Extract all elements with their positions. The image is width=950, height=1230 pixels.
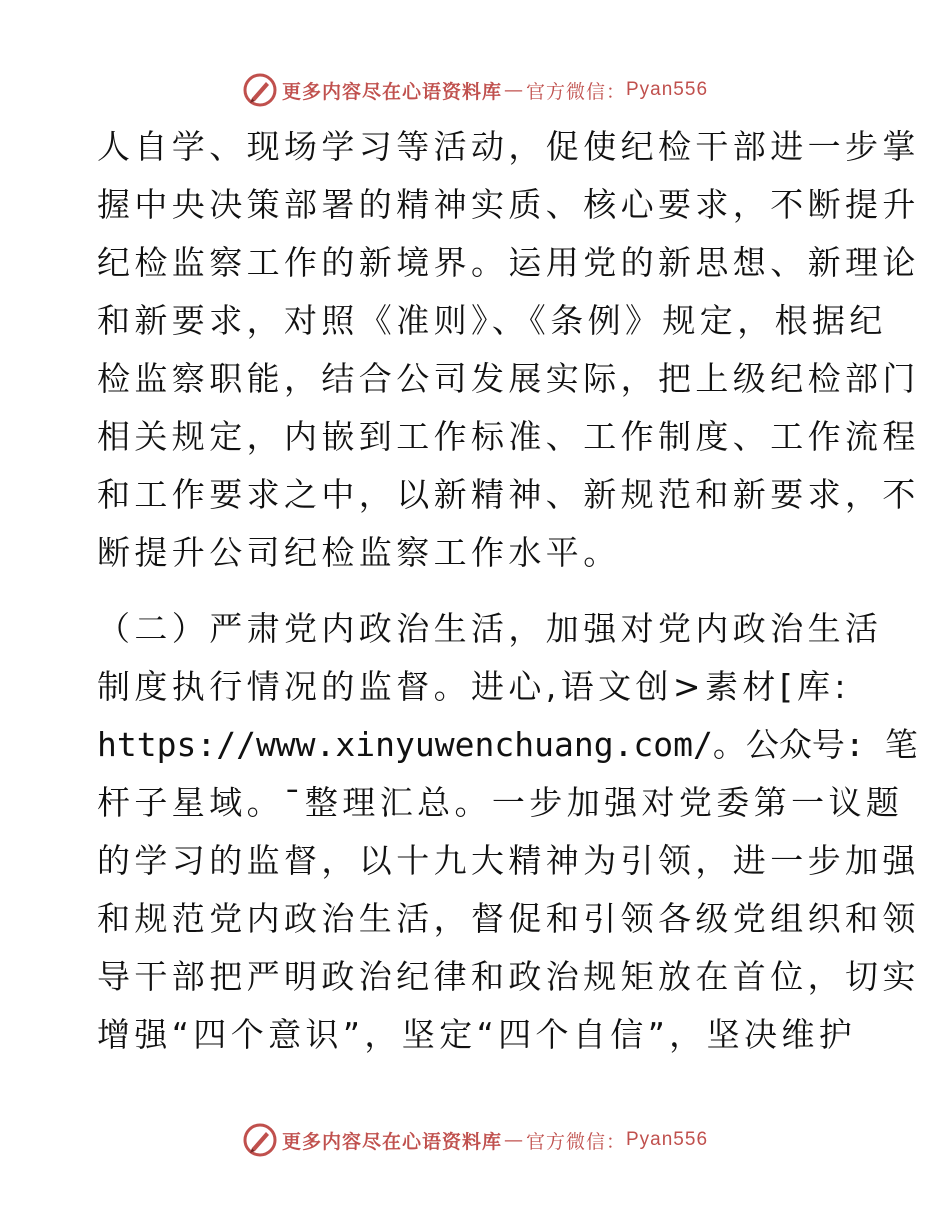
text-line: 和新要求，对照《准则》、《条例》规定，根据纪 xyxy=(97,301,887,340)
text-line: 制度执行情况的监督。进心,语文创>素材[库: xyxy=(97,667,850,706)
text-line: 检监察职能，结合公司发展实际，把上级纪检部门 xyxy=(97,359,920,398)
document-body xyxy=(97,118,920,1064)
text-line: 相关规定，内嵌到工作标准、工作制度、工作流程 xyxy=(97,417,920,456)
header-banner xyxy=(0,70,950,110)
text-line: 人自学、现场学习等活动，促使纪检干部进一步掌 xyxy=(97,127,920,166)
banner-official-label: 官方微信： xyxy=(525,1130,626,1153)
banner-wechat-id: Pyan556 xyxy=(626,1129,709,1150)
banner-dash: — xyxy=(503,1129,524,1151)
text-line: 增强“四个意识”，坚定“四个自信”，坚决维护 xyxy=(97,1015,857,1054)
pen-logo-icon xyxy=(242,1122,278,1158)
text-line: 导干部把严明政治纪律和政治规矩放在首位，切实 xyxy=(97,957,920,996)
footer-banner xyxy=(0,1120,950,1160)
text-line: 杆子星域。¯整理汇总。一步加强对党委第一议题 xyxy=(97,783,904,822)
text-line: 断提升公司纪检监察工作水平。 xyxy=(97,533,621,572)
paragraph-2 xyxy=(97,600,920,1064)
text-line: 握中央决策部署的精神实质、核心要求，不断提升 xyxy=(97,185,920,224)
banner-dash: — xyxy=(503,79,524,101)
banner-official-label: 官方微信： xyxy=(525,80,626,103)
text-line: 纪检监察工作的新境界。运用党的新思想、新理论 xyxy=(97,243,920,282)
text-line: 和规范党内政治生活，督促和引领各级党组织和领 xyxy=(97,899,920,938)
text-line: 的学习的监督，以十九大精神为引领，进一步加强 xyxy=(97,841,920,880)
pen-logo-icon xyxy=(242,72,278,108)
url-text-line: https://www.xinyuwenchuang.com/。公众号: 笔 xyxy=(97,725,918,764)
banner-site-text: 更多内容尽在心语资料库 xyxy=(281,1130,502,1153)
paragraph-1 xyxy=(97,118,920,582)
banner-site-text: 更多内容尽在心语资料库 xyxy=(281,80,502,103)
banner-wechat-id: Pyan556 xyxy=(626,79,709,100)
text-line: 和工作要求之中，以新精神、新规范和新要求，不 xyxy=(97,475,920,514)
section-heading-line: （二）严肃党内政治生活，加强对党内政治生活 xyxy=(97,609,883,648)
